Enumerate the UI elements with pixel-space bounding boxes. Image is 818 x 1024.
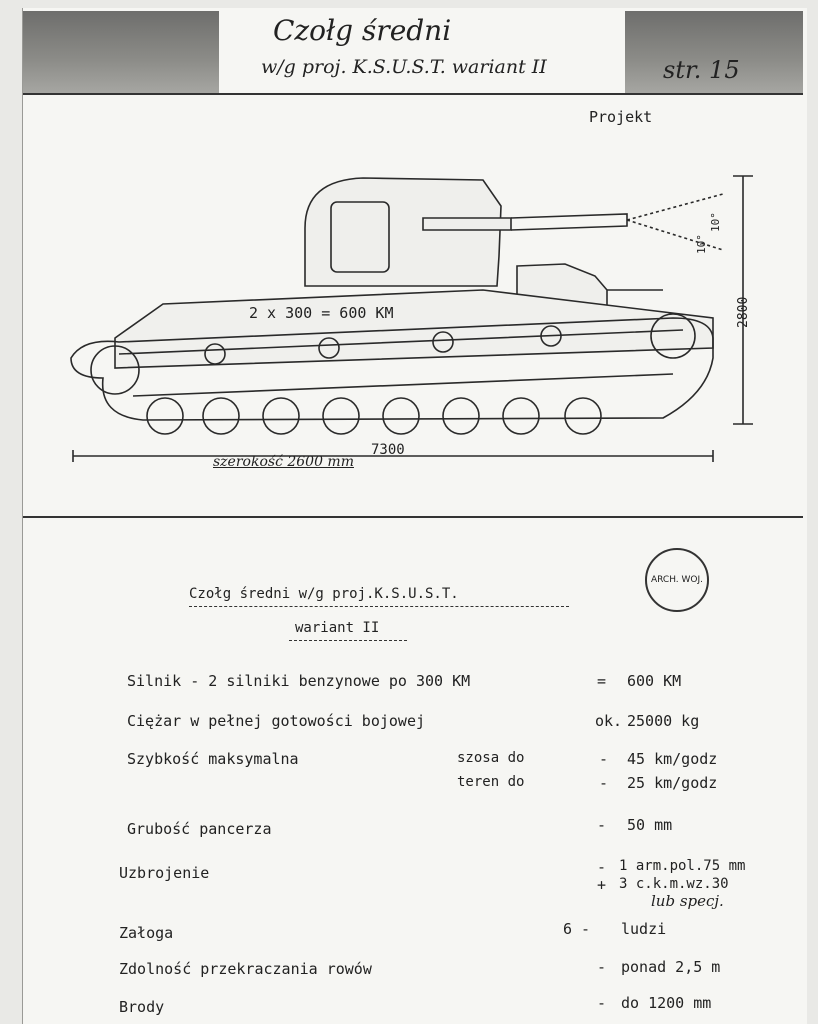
length-dimension: 7300 bbox=[371, 442, 405, 458]
elevation-up-label: 10° bbox=[695, 234, 708, 254]
spec-row-op: - bbox=[599, 774, 609, 792]
spec-row-value: 25 km/godz bbox=[627, 774, 718, 792]
width-note: szerokość 2600 mm bbox=[213, 454, 354, 470]
stamp-text: ARCH. WOJ. bbox=[650, 575, 704, 585]
project-label: Projekt bbox=[589, 108, 653, 126]
spec-row-op: - bbox=[597, 994, 607, 1012]
document-page bbox=[22, 8, 807, 1024]
spec-row-label: Szybkość maksymalna bbox=[127, 750, 299, 768]
spec-row-label: Załoga bbox=[119, 924, 174, 942]
spec-row-op: - bbox=[597, 858, 607, 876]
spec-heading-underline bbox=[189, 606, 569, 607]
height-dimension: 2800 bbox=[736, 296, 751, 328]
header-rule bbox=[23, 93, 803, 95]
spec-row-value: 50 mm bbox=[627, 816, 673, 834]
title-line2: w/g proj. K.S.U.S.T. wariant II bbox=[261, 56, 547, 78]
page-reference: str. 15 bbox=[663, 56, 740, 84]
spec-row-value: 600 KM bbox=[627, 672, 682, 690]
spec-subheading-underline bbox=[289, 640, 407, 641]
spec-row-op: 6 - bbox=[563, 920, 591, 938]
spec-row-label: Silnik - 2 silniki benzynowe po 300 KM bbox=[127, 672, 471, 690]
engine-label: 2 x 300 = 600 KM bbox=[249, 304, 394, 322]
spec-row-value: do 1200 mm bbox=[621, 994, 712, 1012]
title-line1: Czołg średni bbox=[273, 14, 452, 47]
spec-heading: Czołg średni w/g proj.K.S.U.S.T. bbox=[189, 586, 459, 602]
spec-row-value: 3 c.k.m.wz.30 bbox=[619, 876, 729, 892]
header-shade-left bbox=[23, 11, 219, 93]
tank-side-elevation-drawing bbox=[23, 158, 807, 578]
spec-row-value: 1 arm.pol.75 mm bbox=[619, 858, 746, 874]
spec-row-op: = bbox=[597, 672, 607, 690]
archive-stamp bbox=[645, 548, 709, 612]
spec-row-mid: szosa do bbox=[457, 750, 525, 766]
spec-row-op: ok. bbox=[595, 712, 623, 730]
spec-row-value: ludzi bbox=[621, 920, 667, 938]
spec-row-handwritten-note: lub specj. bbox=[651, 892, 724, 910]
spec-row-value: 45 km/godz bbox=[627, 750, 718, 768]
spec-row-label: Zdolność przekraczania rowów bbox=[119, 960, 372, 978]
spec-subheading: wariant II bbox=[295, 620, 380, 636]
spec-row-op: + bbox=[597, 876, 607, 894]
spec-row-mid: teren do bbox=[457, 774, 525, 790]
spec-row-label: Ciężar w pełnej gotowości bojowej bbox=[127, 712, 426, 730]
spec-row-label: Grubość pancerza bbox=[127, 820, 272, 838]
spec-row-label: Brody bbox=[119, 998, 165, 1016]
spec-row-op: - bbox=[599, 750, 609, 768]
spec-row-op: - bbox=[597, 816, 607, 834]
section-rule bbox=[23, 516, 803, 518]
spec-row-value: 25000 kg bbox=[627, 712, 700, 730]
spec-row-value: ponad 2,5 m bbox=[621, 958, 721, 976]
elevation-down-label: 10° bbox=[709, 212, 722, 232]
spec-row-label: Uzbrojenie bbox=[119, 864, 210, 882]
spec-row-op: - bbox=[597, 958, 607, 976]
